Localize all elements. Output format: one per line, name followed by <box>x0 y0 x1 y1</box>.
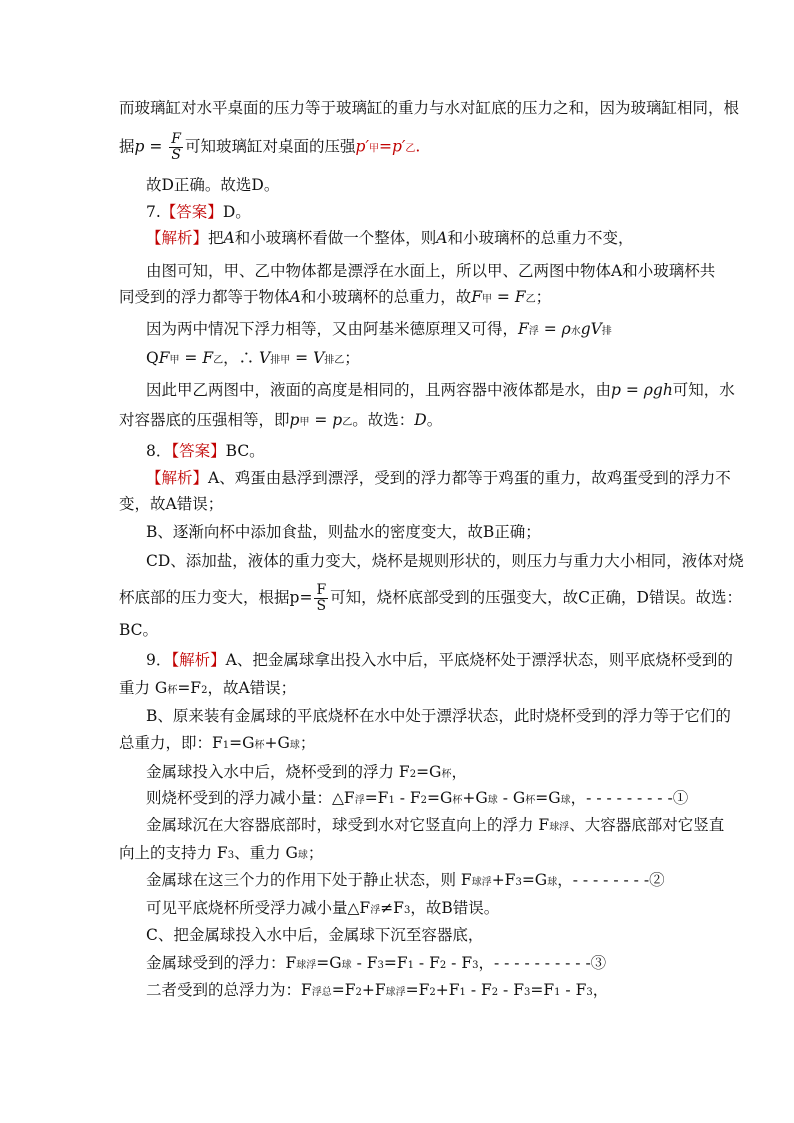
subscript: 球 <box>547 877 558 888</box>
text-line <box>146 953 606 976</box>
subscript: 球 <box>297 850 308 861</box>
text: 总重力，即：F <box>119 734 223 752</box>
text: 。 <box>426 411 443 429</box>
var-p: p <box>134 137 145 156</box>
subscript: 甲 <box>482 294 492 305</box>
text-line-formula <box>119 132 420 163</box>
var: F <box>158 349 170 367</box>
subscript: 3 <box>377 960 384 971</box>
subscript: 杯 <box>525 795 536 806</box>
subscript: 球 <box>560 795 571 806</box>
equals: = <box>144 137 168 156</box>
subscript: 甲 <box>368 143 379 155</box>
subscript: 1 <box>388 795 395 806</box>
fraction <box>314 583 328 614</box>
text: - G <box>497 789 526 807</box>
subscript: 乙 <box>213 355 224 366</box>
text: 金属球在这三个力的作用下处于静止状态，则 F <box>146 871 472 889</box>
var: p′ <box>355 137 369 156</box>
text: 可见平底烧杯所受浮力减小量△F <box>146 899 371 917</box>
var: A <box>436 229 448 247</box>
analysis-9 <box>146 650 733 670</box>
subscript: 球浮 <box>549 822 570 833</box>
answer-tag: 【答案】 <box>160 203 223 221</box>
text: ； <box>299 734 316 752</box>
text: 因为两中情况下浮力相等，又由阿基米德原理又可得， <box>146 320 519 338</box>
answer-7 <box>146 202 251 222</box>
var: A <box>223 229 235 247</box>
subscript: 杯 <box>452 795 463 806</box>
text-line <box>119 410 442 433</box>
subscript: 3 <box>403 905 411 916</box>
var: V <box>259 349 271 367</box>
text-line: B、原来装有金属球的平底烧杯在水中处于漂浮状态，此时烧杯受到的浮力等于它们的 <box>146 707 731 725</box>
text: 可知玻璃缸对桌面的压强 <box>185 137 356 156</box>
var: A <box>289 288 301 306</box>
text: 。故选： <box>352 411 415 429</box>
text: . <box>415 137 421 156</box>
text: =G <box>535 789 561 807</box>
text: ，故A错误； <box>207 679 297 697</box>
var: D <box>414 411 427 429</box>
text: 同受到的浮力都等于物体 <box>119 288 290 306</box>
subscript: 浮 <box>354 795 365 806</box>
text: A、把金属球拿出投入水中后，平底烧杯处于漂浮状态，则平底烧杯受到的 <box>225 651 733 669</box>
text-line: CD、添加盐，液体的重力变大，烧杯是规则形状的，则压力与重力大小相同，液体对烧 <box>146 552 744 570</box>
denominator: S <box>171 147 181 163</box>
subscript: 球浮 <box>471 877 492 888</box>
text: 杯底部的压力变大，根据 <box>119 588 290 607</box>
subscript: 杯 <box>254 740 265 751</box>
text: 和小玻璃杯的总重力不变， <box>447 229 634 247</box>
text: 把 <box>208 229 224 247</box>
subscript: 排乙 <box>324 355 345 366</box>
subscript: 1 <box>407 960 414 971</box>
text: 金属球沉在大容器底部时，球受到水对它竖直向上的浮力 F <box>146 816 550 834</box>
text: 可知，烧杯底部受到的压强变大，故C正确，D错误。故选： <box>330 588 742 607</box>
answer-text: BC。 <box>225 442 265 460</box>
text: =G <box>229 734 255 752</box>
text: - F <box>394 789 421 807</box>
text: ≠F <box>380 899 404 917</box>
text: 向上的支持力 F <box>119 844 228 862</box>
symbol: Q <box>146 349 159 367</box>
formula: = ρ <box>538 320 571 338</box>
var: F <box>471 288 482 306</box>
text: =F <box>177 679 202 697</box>
subscript: 2 <box>491 987 499 998</box>
text: +F <box>361 981 386 999</box>
text: ，- - - - - - - - - -③ <box>478 954 607 972</box>
subscript: 3 <box>586 987 593 998</box>
text: +F <box>491 871 516 889</box>
text: ； <box>344 349 360 367</box>
analysis-tag: 【解析】 <box>146 469 209 487</box>
text-line: 由图可知，甲、乙中物体都是漂浮在水面上，所以甲、乙两图中物体A和小玻璃杯共 <box>146 262 716 280</box>
formula: p = ρgh <box>611 381 673 399</box>
subscript: 浮 <box>370 905 381 916</box>
fraction <box>169 132 183 163</box>
text-line <box>119 287 551 310</box>
subscript: 球 <box>487 795 498 806</box>
text: 、重力 G <box>234 844 298 862</box>
numerator: F <box>171 131 182 147</box>
text: - F <box>498 981 524 999</box>
subscript: 3 <box>472 960 479 971</box>
text: 和小玻璃杯看做一个整体，则 <box>234 229 437 247</box>
subscript: 杯 <box>167 685 178 696</box>
var: F <box>514 288 526 306</box>
subscript: 乙 <box>405 143 416 155</box>
subscript: 甲 <box>169 355 180 366</box>
text: - F <box>446 954 473 972</box>
analysis-tag: 【解析】 <box>171 651 226 669</box>
text-line-formula <box>119 583 742 614</box>
text: 金属球受到的浮力：F <box>146 954 297 972</box>
text: - F <box>560 981 587 999</box>
analysis-7 <box>146 228 633 248</box>
subscript: 3 <box>227 850 235 861</box>
subscript: 球 <box>341 960 352 971</box>
text: +G <box>462 789 488 807</box>
text: 和小玻璃杯的总重力，故 <box>300 288 472 306</box>
text: ，- - - - - - - - -① <box>570 789 689 807</box>
text-line: B、逐渐向杯中添加食盐，则盐水的密度变大，故B正确； <box>146 523 541 541</box>
subscript: 1 <box>222 740 230 751</box>
text: =F <box>405 981 430 999</box>
subscript: 排甲 <box>270 355 291 366</box>
subscript: 浮 <box>528 326 539 337</box>
text: 金属球投入水中后，烧杯受到的浮力 F <box>146 763 410 781</box>
analysis-tag: 【解析】 <box>146 229 209 247</box>
var: p <box>332 411 343 429</box>
question-number: 9． <box>146 651 172 669</box>
text: =G <box>416 763 442 781</box>
text-line <box>146 788 688 811</box>
subscript: 3 <box>515 877 522 888</box>
text: ； <box>535 288 552 306</box>
equals: = <box>290 349 314 367</box>
text-line <box>119 843 323 866</box>
text-line: 故D正确。故选D。 <box>146 176 280 194</box>
text: =F <box>383 954 408 972</box>
text: ，∴ <box>223 349 260 367</box>
subscript: 杯 <box>441 769 452 780</box>
text: ，- - - - - - - -② <box>557 871 665 889</box>
question-number: 7. <box>146 203 161 221</box>
subscript: 球 <box>289 740 300 751</box>
subscript: 2 <box>429 987 436 998</box>
text: =G <box>427 789 453 807</box>
subscript: 甲 <box>299 417 310 428</box>
subscript: 球浮 <box>296 960 317 971</box>
analysis-8 <box>146 468 731 488</box>
equals: = <box>309 411 333 429</box>
text: 可知，水 <box>672 381 735 399</box>
subscript: 排 <box>601 326 612 337</box>
text: - F <box>465 981 492 999</box>
formula: p= <box>289 588 313 607</box>
text-line <box>146 319 612 342</box>
text-line <box>146 762 467 785</box>
subscript: 2 <box>439 960 447 971</box>
text: 因此甲乙两图中，液面的高度是相同的，且两容器中液体都是水，由 <box>146 381 612 399</box>
subscript: 乙 <box>525 294 536 305</box>
text-line <box>146 815 724 838</box>
text: =G <box>316 954 342 972</box>
text: +F <box>435 981 460 999</box>
text-line: 变，故A错误； <box>119 495 224 513</box>
answer-8 <box>146 441 265 461</box>
text: - F <box>414 954 440 972</box>
text: =F <box>364 789 389 807</box>
subscript: 浮总 <box>311 987 332 998</box>
text-line <box>146 348 360 371</box>
var: V <box>313 349 325 367</box>
text-line <box>119 733 315 756</box>
text: ， <box>592 981 609 999</box>
text: 则烧杯受到的浮力减小量：△F <box>146 789 355 807</box>
numerator: F <box>316 582 327 598</box>
subscript: 2 <box>355 987 362 998</box>
text-line <box>146 980 608 1003</box>
subscript: 1 <box>459 987 466 998</box>
formula: gV <box>580 320 602 338</box>
equals: = <box>492 288 515 306</box>
answer-text: D。 <box>222 203 251 221</box>
text: 据 <box>119 137 135 156</box>
text-line <box>146 870 665 893</box>
text: ，故B错误。 <box>410 899 500 917</box>
text-line: 而玻璃缸对水平桌面的压力等于玻璃缸的重力与水对缸底的压力之和，因为玻璃缸相同，根 <box>119 99 740 117</box>
text: =F <box>530 981 555 999</box>
subscript: 2 <box>201 685 208 696</box>
text: =F <box>331 981 356 999</box>
answer-tag: 【答案】 <box>171 442 226 460</box>
var: F <box>518 320 529 338</box>
denominator: S <box>316 598 327 614</box>
text: 重力 G <box>119 679 168 697</box>
text: 、大容器底部对它竖直 <box>569 816 725 834</box>
text-line <box>146 898 499 921</box>
subscript: 2 <box>420 795 428 806</box>
subscript: 球浮 <box>385 987 406 998</box>
var: =p′ <box>378 137 406 156</box>
text: ； <box>307 844 324 862</box>
equals: = <box>179 349 203 367</box>
question-number: 8． <box>146 442 172 460</box>
text: +G <box>264 734 290 752</box>
text-line: BC。 <box>119 621 159 639</box>
var: p <box>289 411 300 429</box>
subscript: 1 <box>554 987 561 998</box>
subscript: 乙 <box>342 417 353 428</box>
text: 对容器底的压强相等，即 <box>119 411 290 429</box>
text: A、鸡蛋由悬浮到漂浮，受到的浮力都等于鸡蛋的重力，故鸡蛋受到的浮力不 <box>208 469 731 487</box>
subscript: 3 <box>523 987 531 998</box>
text-line: C、把金属球投入水中后，金属球下沉至容器底， <box>146 926 484 944</box>
text: - F <box>351 954 378 972</box>
text: 二者受到的总浮力为：F <box>146 981 312 999</box>
subscript: 2 <box>409 769 417 780</box>
text-line <box>119 678 296 701</box>
text-line <box>146 380 735 400</box>
subscript: 水 <box>570 326 581 337</box>
text: ， <box>451 763 467 781</box>
var: F <box>202 349 214 367</box>
text: =G <box>521 871 548 889</box>
